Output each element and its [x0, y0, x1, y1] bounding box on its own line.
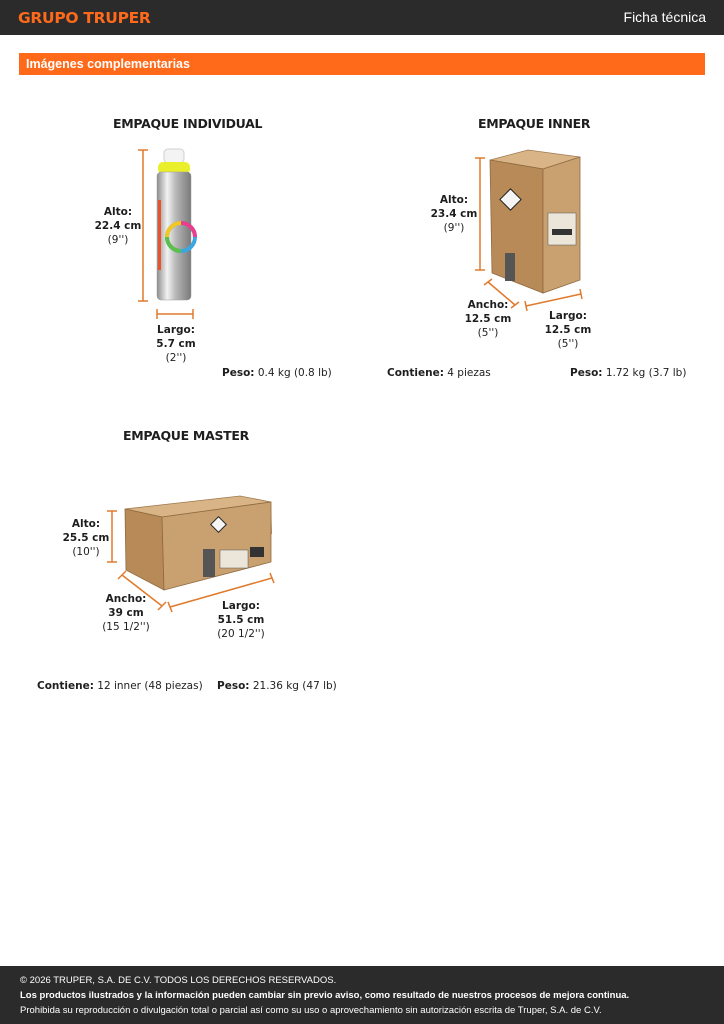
- master-ancho-label: Ancho:: [105, 593, 147, 605]
- individual-largo-label: Largo:: [157, 324, 195, 336]
- individual-largo: [146, 323, 206, 365]
- inner-contiene: [387, 367, 491, 379]
- page-footer: [0, 966, 724, 1024]
- footer-prohibition: Prohibida su reproducción o divulgación total o parcial así como su uso o aprovechamiento sin autorización escrita de Truper, S.A. de C.V.: [20, 1005, 602, 1016]
- master-pack-title: EMPAQUE MASTER: [123, 428, 249, 443]
- section-header: [19, 53, 705, 75]
- master-alto-imperial: (10''): [72, 546, 100, 558]
- master-alto-label: Alto:: [71, 518, 101, 530]
- individual-alto-label: Alto:: [103, 206, 133, 218]
- inner-largo: [538, 309, 598, 351]
- individual-peso-label: Peso:: [222, 367, 255, 379]
- footer-copyright: © 2026 TRUPER, S.A. DE C.V. TODOS LOS DERECHOS RESERVADOS.: [20, 975, 337, 986]
- master-largo: [206, 599, 276, 641]
- individual-peso-value: 0.4 kg (0.8 lb): [257, 367, 332, 379]
- inner-box-illustration: [467, 145, 595, 315]
- master-contiene-label: Contiene:: [37, 680, 94, 692]
- individual-peso: [222, 367, 332, 379]
- master-peso: [217, 680, 337, 692]
- master-contiene: [37, 680, 203, 692]
- individual-alto-imperial: (9''): [107, 234, 129, 246]
- brand-logo: GRUPO TRUPER: [18, 9, 151, 27]
- inner-peso: [570, 367, 686, 379]
- footer-notice: Los productos ilustrados y la información pueden cambiar sin previo aviso, como resultado de nuestros procesos de mejora continua.: [20, 990, 630, 1001]
- inner-alto: [424, 193, 484, 235]
- individual-alto-metric: 22.4 cm: [94, 220, 142, 232]
- inner-ancho-label: Ancho:: [467, 299, 509, 311]
- individual-largo-imperial: (2''): [165, 352, 187, 364]
- individual-pack-title: EMPAQUE INDIVIDUAL: [113, 116, 263, 131]
- master-largo-metric: 51.5 cm: [217, 614, 265, 626]
- master-contiene-value: 12 inner (48 piezas): [97, 680, 203, 692]
- individual-largo-metric: 5.7 cm: [156, 338, 196, 350]
- inner-ancho-imperial: (5''): [477, 327, 499, 339]
- master-peso-value: 21.36 kg (47 lb): [252, 680, 337, 692]
- inner-largo-metric: 12.5 cm: [544, 324, 592, 336]
- inner-pack-title: EMPAQUE INNER: [478, 116, 591, 131]
- inner-ancho: [458, 298, 518, 340]
- page-header: [0, 0, 724, 35]
- master-peso-label: Peso:: [217, 680, 250, 692]
- section-title: Imágenes complementarias: [26, 57, 190, 71]
- inner-alto-imperial: (9''): [443, 222, 465, 234]
- inner-peso-label: Peso:: [570, 367, 603, 379]
- master-largo-label: Largo:: [222, 600, 260, 612]
- master-alto-metric: 25.5 cm: [62, 532, 110, 544]
- inner-ancho-metric: 12.5 cm: [464, 313, 512, 325]
- master-ancho-metric: 39 cm: [108, 607, 144, 619]
- inner-alto-label: Alto:: [439, 194, 469, 206]
- master-ancho: [91, 592, 161, 634]
- document-type: Ficha técnica: [623, 9, 706, 25]
- individual-alto: [88, 205, 148, 247]
- master-alto: [56, 517, 116, 559]
- master-largo-imperial: (20 1/2''): [217, 628, 265, 640]
- inner-contiene-label: Contiene:: [387, 367, 444, 379]
- inner-largo-imperial: (5''): [557, 338, 579, 350]
- inner-largo-label: Largo:: [549, 310, 587, 322]
- master-ancho-imperial: (15 1/2''): [102, 621, 150, 633]
- inner-contiene-value: 4 piezas: [447, 367, 491, 379]
- inner-alto-metric: 23.4 cm: [430, 208, 478, 220]
- inner-peso-value: 1.72 kg (3.7 lb): [605, 367, 687, 379]
